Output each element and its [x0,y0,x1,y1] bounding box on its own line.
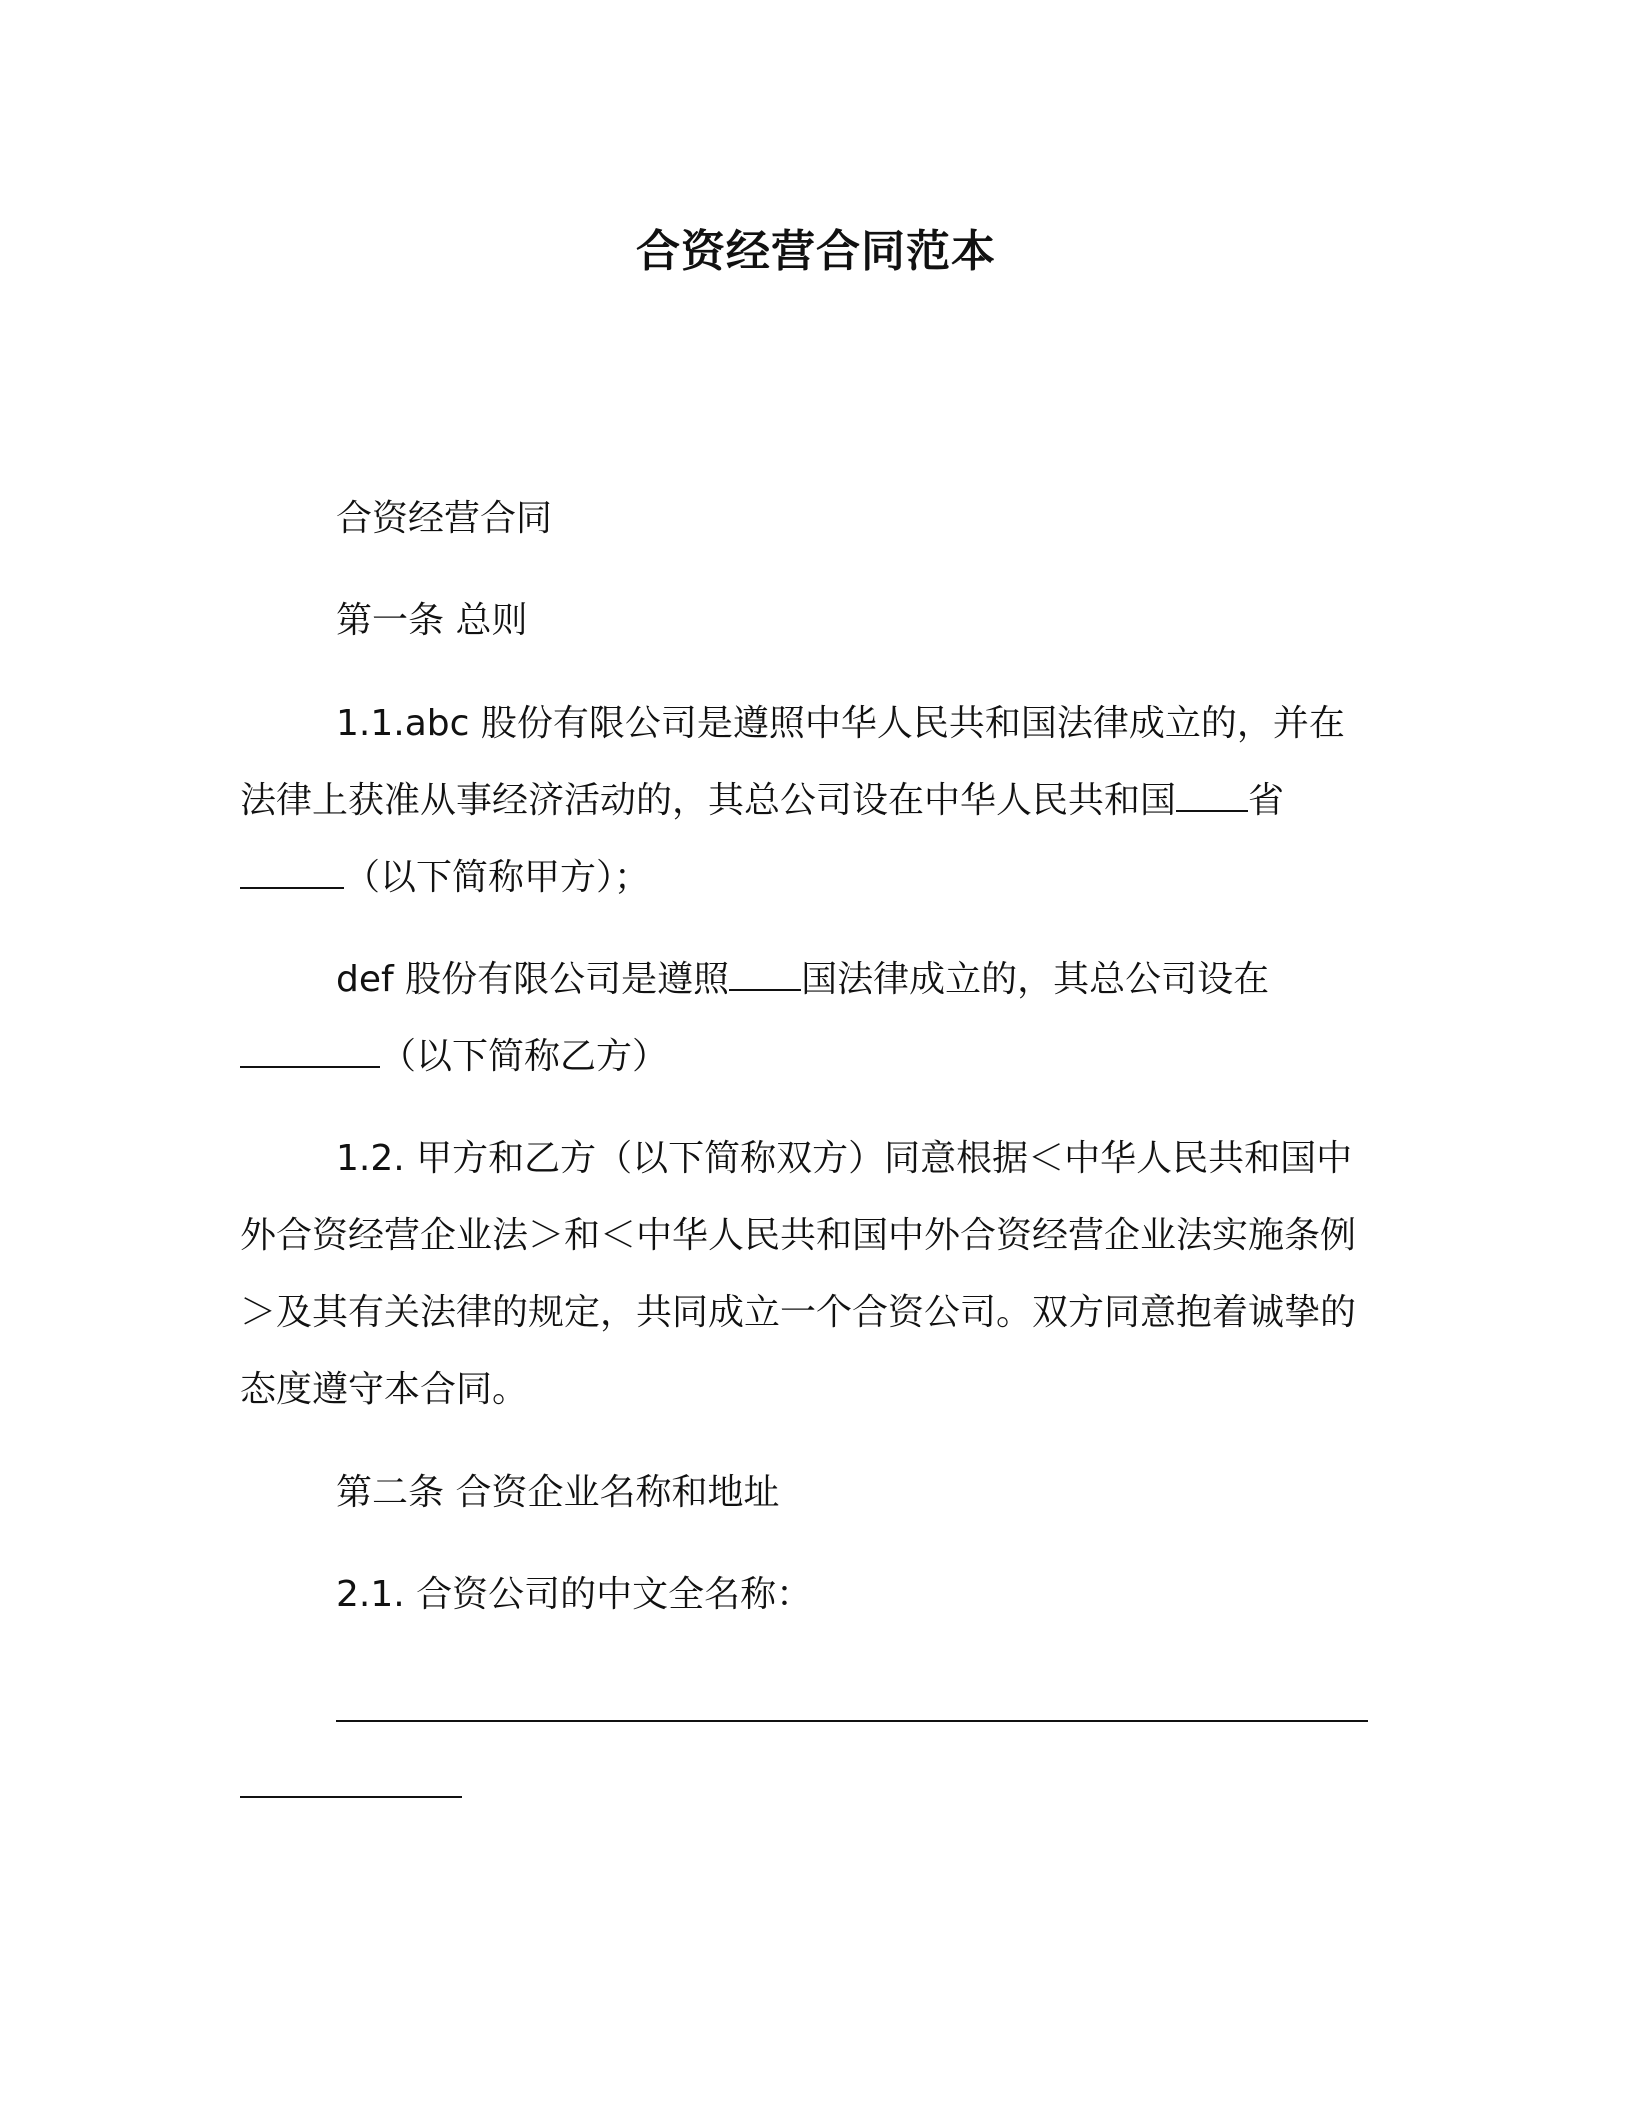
blank-province [1176,809,1248,812]
party-b-clause [240,941,1370,1095]
party-b-text-a: def 股份有限公司是遵照 [336,959,730,1000]
contract-heading: 合资经营合同 [336,498,553,539]
blank-city [240,886,344,889]
clause-1-1-text-c: （以下简称甲方）； [344,857,651,898]
party-b-text-b: 国法律成立的，其总公司设在 [801,959,1270,1000]
article-1-heading: 第一条 总则 [336,600,528,641]
clause-1-1-text-a: 1.1.abc 股份有限公司是遵照中华人民共和国法律成立的，并在法律上获准从事经济活动的，其总公司设在中华人民共和国 [240,703,1345,821]
clause-2-1: 2.1. 合资公司的中文全名称： [336,1574,813,1615]
blank-country [729,988,801,991]
party-b-text-c: （以下简称乙方） [380,1036,669,1077]
article-2-heading: 第二条 合资企业名称和地址 [336,1472,780,1513]
clause-1-1 [240,685,1370,916]
clause-1-1-text-b: 省 [1248,780,1285,821]
blank-hq-location [240,1065,380,1068]
document-title: 合资经营合同范本 [636,226,996,277]
name-blank-line-2 [240,1796,462,1798]
clause-1-2: 1.2. 甲方和乙方（以下简称双方）同意根据＜中华人民共和国中外合资经营企业法＞和＜中华人民共和国中外合资经营企业法实施条例＞及其有关法律的规定，共同成立一个合资公司。双方同意抱着诚挚的态度遵守本合同。 [240,1138,1357,1410]
name-blank-line-1 [336,1720,1368,1722]
